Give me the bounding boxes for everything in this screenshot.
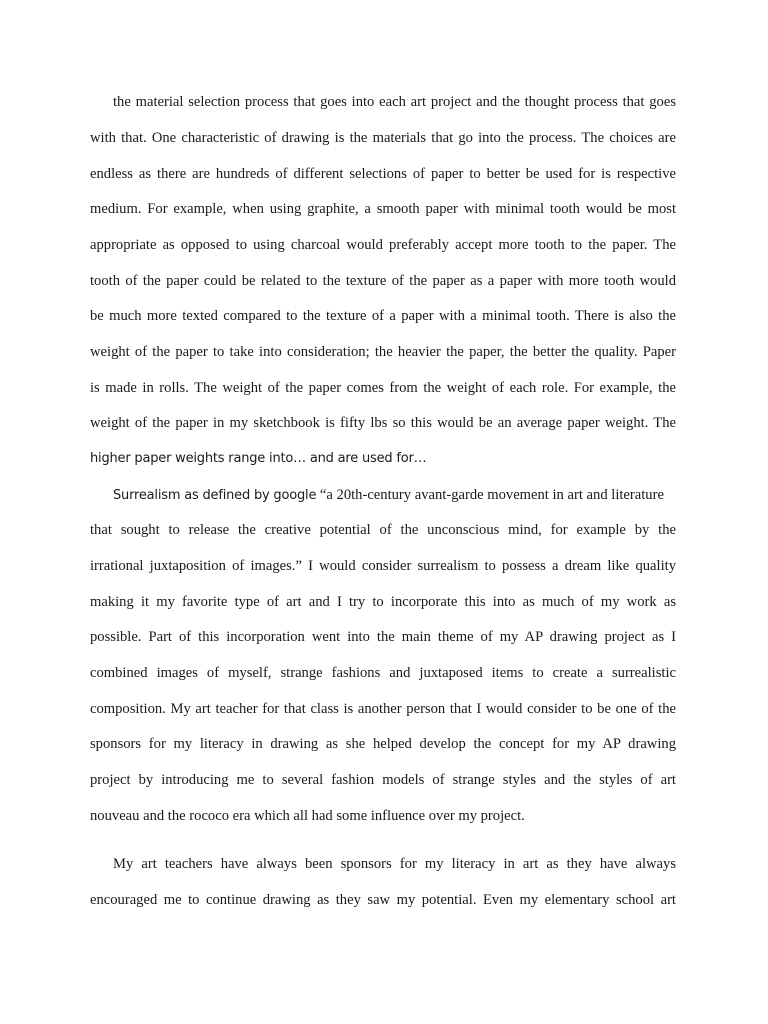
paragraph-2-line-7: composition. My art teacher for that class is another person that I would consider to be one of the	[90, 701, 676, 717]
paragraph-3-line-2: encouraged me to continue drawing as they saw my potential. Even my elementary school art	[90, 892, 676, 908]
paragraph-1-line-6: tooth of the paper could be related to the texture of the paper as a paper with more tooth would	[90, 273, 676, 289]
paragraph-1-line-2: with that. One characteristic of drawing is the materials that go into the process. The choices are	[90, 130, 676, 146]
paragraph-2-line-5: possible. Part of this incorporation went into the main theme of my AP drawing project as I	[90, 629, 676, 645]
paragraph-2-line-10: nouveau and the rococo era which all had some influence over my project.	[90, 808, 525, 824]
paragraph-1-line-11: higher paper weights range into… and are used for…	[90, 451, 427, 466]
paragraph-2-line-3: irrational juxtaposition of images.” I would consider surrealism to possess a dream like quality	[90, 558, 676, 574]
paragraph-2-line-6: combined images of myself, strange fashions and juxtaposed items to create a surrealistic	[90, 665, 676, 681]
paragraph-1-line-10: weight of the paper in my sketchbook is fifty lbs so this would be an average paper weight. The	[90, 415, 676, 431]
paragraph-2-lead-sans: Surrealism as defined by google	[113, 488, 317, 503]
paragraph-1-line-1: the material selection process that goes into each art project and the thought process that goes	[113, 94, 676, 110]
paragraph-1-line-7: be much more texted compared to the texture of a paper with a minimal tooth. There is also the	[90, 308, 676, 324]
paragraph-2-line-2: that sought to release the creative potential of the unconscious mind, for example by the	[90, 522, 676, 538]
paragraph-1-line-5: appropriate as opposed to using charcoal would preferably accept more tooth to the paper. The	[90, 237, 676, 253]
paragraph-1-line-4: medium. For example, when using graphite, a smooth paper with minimal tooth would be most	[90, 201, 676, 217]
paragraph-1-line-3: endless as there are hundreds of different selections of paper to better be used for is respective	[90, 166, 676, 182]
paragraph-2-line-8: sponsors for my literacy in drawing as she helped develop the concept for my AP drawing	[90, 736, 676, 752]
paragraph-2-line-1	[113, 485, 664, 506]
paragraph-2-lead-serif: “a 20th-century avant-garde movement in art and literature	[316, 487, 664, 503]
paragraph-2-line-9: project by introducing me to several fashion models of strange styles and the styles of art	[90, 772, 676, 788]
paragraph-3-line-1: My art teachers have always been sponsors for my literacy in art as they have always	[113, 856, 676, 872]
paragraph-2-line-4: making it my favorite type of art and I try to incorporate this into as much of my work as	[90, 594, 676, 610]
paragraph-1-line-8: weight of the paper to take into consideration; the heavier the paper, the better the quality. Paper	[90, 344, 676, 360]
paragraph-1-line-9: is made in rolls. The weight of the paper comes from the weight of each role. For example, the	[90, 380, 676, 396]
